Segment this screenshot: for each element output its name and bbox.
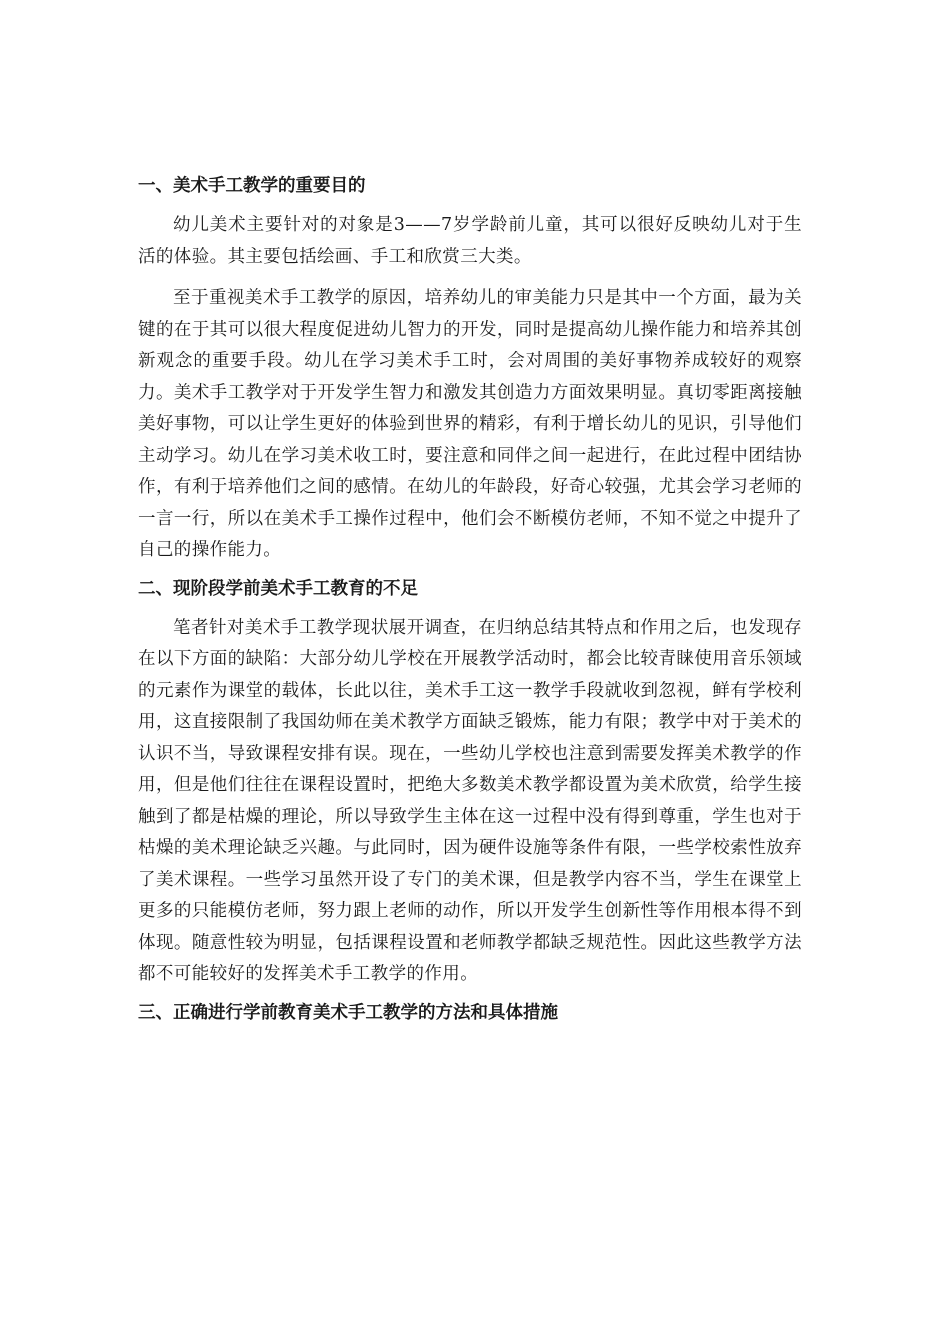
section-1 bbox=[138, 172, 802, 567]
paragraph: 至于重视美术手工教学的原因，培养幼儿的审美能力只是其中一个方面，最为关键的在于其可以很大程度促进幼儿智力的开发，同时是提高幼儿操作能力和培养其创新观念的重要手段。幼儿在学习美术手工时，会对周围的美好事物养成较好的观察力。美术手工教学对于开发学生智力和激发其创造力方面效果明显。真切零距离接触美好事物，可以让学生更好的体验到世界的精彩，有利于增长幼儿的见识，引导他们主动学习。幼儿在学习美术收工时，要注意和同伴之间一起进行，在此过程中团结协作，有利于培养他们之间的感情。在幼儿的年龄段，好奇心较强，尤其会学习老师的一言一行，所以在美术手工操作过程中，他们会不断模仿老师，不知不觉之中提升了自己的操作能力。 bbox=[138, 288, 802, 560]
section-2 bbox=[138, 575, 802, 991]
section-heading: 二、现阶段学前美术手工教育的不足 bbox=[138, 578, 418, 599]
section-3 bbox=[138, 999, 802, 1027]
paragraph: 笔者针对美术手工教学现状展开调查，在归纳总结其特点和作用之后，也发现存在以下方面的缺陷：大部分幼儿学校在开展教学活动时，都会比较青睐使用音乐领域的元素作为课堂的载体，长此以往，美术手工这一教学手段就收到忽视，鲜有学校利用，这直接限制了我国幼师在美术教学方面缺乏锻炼，能力有限；教学中对于美术的认识不当，导致课程安排有误。现在，一些幼儿学校也注意到需要发挥美术教学的作用，但是他们往往在课程设置时，把绝大多数美术教学都设置为美术欣赏，给学生接触到了都是枯燥的理论，所以导致学生主体在这一过程中没有得到尊重，学生也对于枯燥的美术理论缺乏兴趣。与此同时，因为硬件设施等条件有限，一些学校索性放弃了美术课程。一些学习虽然开设了专门的美术课，但是教学内容不当，学生在课堂上更多的只能模仿老师，努力跟上老师的动作，所以开发学生创新性等作用根本得不到体现。随意性较为明显，包括课程设置和老师教学都缺乏规范性。因此这些教学方法都不可能较好的发挥美术手工教学的作用。 bbox=[138, 617, 802, 984]
section-heading: 三、正确进行学前教育美术手工教学的方法和具体措施 bbox=[138, 1002, 558, 1023]
document-page bbox=[138, 172, 802, 1027]
section-heading: 一、美术手工教学的重要目的 bbox=[138, 176, 366, 196]
paragraph: 幼儿美术主要针对的对象是3——7岁学龄前儿童，其可以很好反映幼儿对于生活的体验。其主要包括绘画、手工和欣赏三大类。 bbox=[138, 215, 802, 267]
